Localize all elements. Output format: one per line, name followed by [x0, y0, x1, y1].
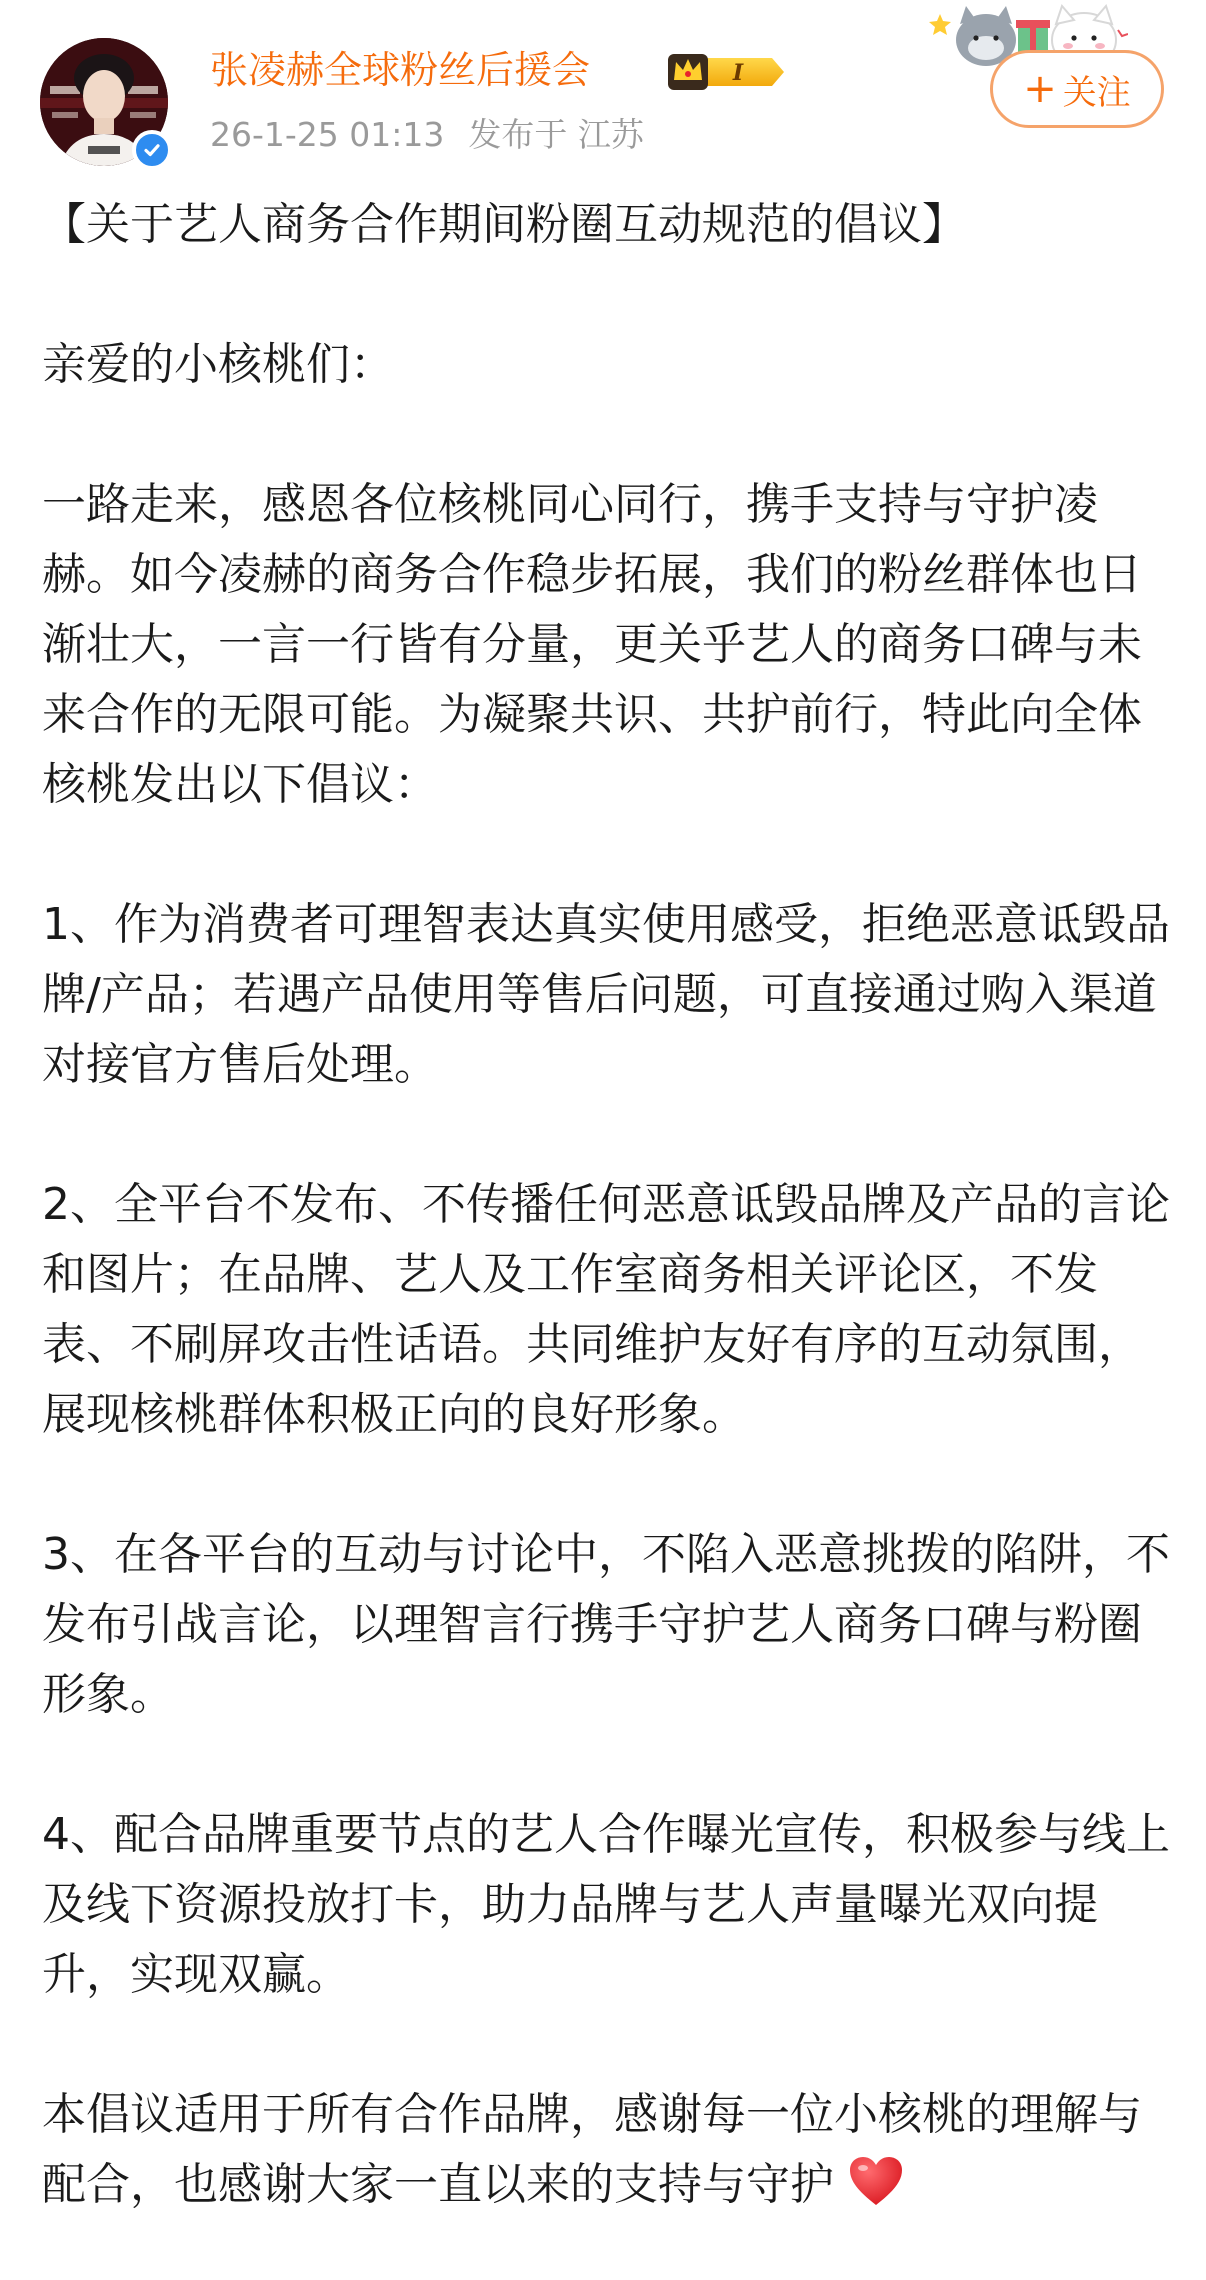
follow-button[interactable] — [990, 50, 1164, 128]
red-heart-icon — [848, 2155, 904, 2228]
plus-icon: + — [1023, 66, 1057, 112]
vip-badge-label: I — [732, 60, 744, 86]
verified-check-icon — [132, 130, 172, 170]
paragraph-gap — [42, 1730, 1172, 1800]
post-closing-text: 本倡议适用于所有合作品牌，感谢每一位小核桃的理解与配合，也感谢大家一直以来的支持与守护 — [42, 2089, 1142, 2210]
paragraph-gap — [42, 1450, 1172, 1520]
post-header — [0, 0, 1206, 170]
post-intro: 一路走来，感恩各位核桃同心同行，携手支持与守护凌赫。如今凌赫的商务合作稳步拓展，我们的粉丝群体也日渐壮大，一言一行皆有分量，更关乎艺人的商务口碑与未来合作的无限可能。为凝聚共识、共护前行，特此向全体核桃发出以下倡议： — [42, 479, 1142, 810]
paragraph-gap — [42, 2010, 1172, 2080]
post-timestamp: 26-1-25 01:13 — [210, 115, 445, 154]
post-greeting: 亲爱的小核桃们： — [42, 339, 394, 390]
post-location: 发布于 江苏 — [468, 115, 644, 154]
proposal-item-4: 4、配合品牌重要节点的艺人合作曝光宣传，积极参与线上及线下资源投放打卡，助力品牌与艺人声量曝光双向提升，实现双赢。 — [42, 1809, 1170, 2000]
paragraph-gap — [42, 1100, 1172, 1170]
post-meta — [210, 112, 644, 158]
post-closing — [42, 2080, 1172, 2228]
avatar[interactable] — [40, 38, 168, 166]
user-name[interactable]: 张凌赫全球粉丝后援会 — [210, 48, 591, 92]
proposal-item-2: 2、全平台不发布、不传播任何恶意诋毁品牌及产品的言论和图片；在品牌、艺人及工作室商务相关评论区，不发表、不刷屏攻击性话语。共同维护友好有序的互动氛围，展现核桃群体积极正向的良好形象。 — [42, 1179, 1170, 1440]
proposal-item-1: 1、作为消费者可理智表达真实使用感受，拒绝恶意诋毁品牌/产品；若遇产品使用等售后问题，可直接通过购入渠道对接官方售后处理。 — [42, 899, 1170, 1090]
paragraph-gap — [42, 820, 1172, 890]
crown-badge-icon[interactable] — [668, 50, 786, 94]
proposal-item-3: 3、在各平台的互动与讨论中，不陷入恶意挑拨的陷阱，不发布引战言论，以理智言行携手守护艺人商务口碑与粉圈形象。 — [42, 1529, 1170, 1720]
post-title: 【关于艺人商务合作期间粉圈互动规范的倡议】 — [42, 199, 966, 250]
follow-label: 关注 — [1062, 72, 1131, 113]
post-content — [42, 190, 1172, 2228]
paragraph-gap — [42, 400, 1172, 470]
paragraph-gap — [42, 260, 1172, 330]
